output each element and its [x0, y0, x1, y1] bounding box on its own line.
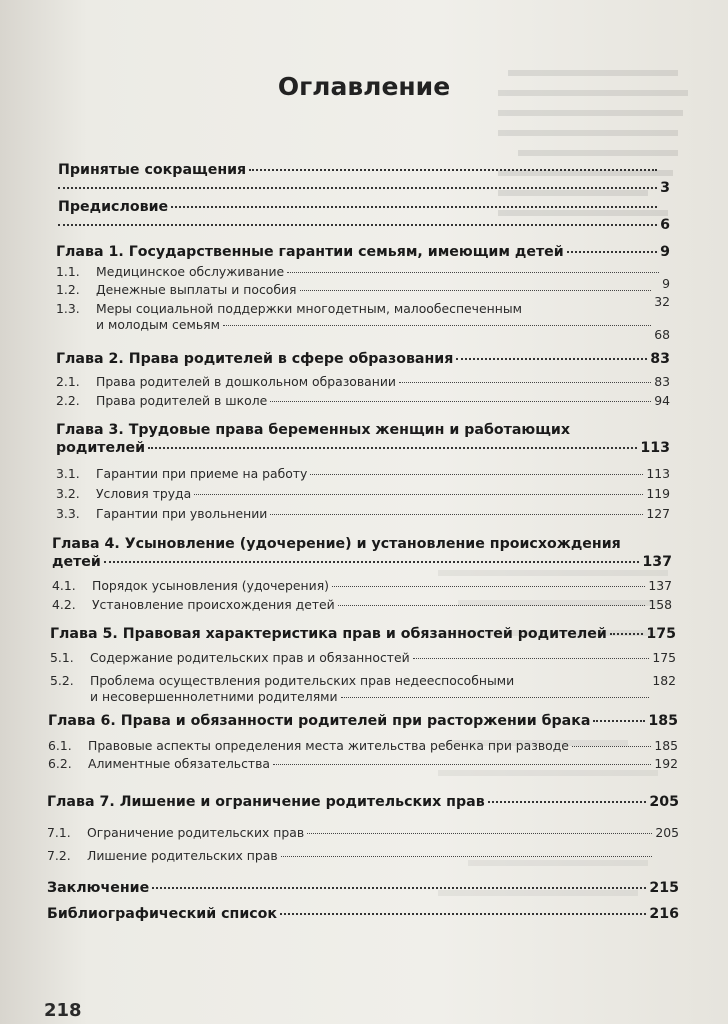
entry-number: 1.3. [56, 301, 80, 316]
entry-label: Ограничение родительских прав [87, 825, 305, 840]
entry-page: 9 [660, 244, 670, 260]
entry-label: Денежные выплаты и пособия [96, 282, 297, 297]
entry-page: 127 [646, 506, 670, 521]
entry-number: 1.2. [56, 282, 80, 297]
entry-label: Содержание родительских прав и обязанностей [90, 650, 410, 665]
toc-entry-chapter-2 [56, 351, 670, 367]
dot-leader [171, 206, 657, 208]
entry-page: 185 [648, 713, 678, 729]
dot-leader [152, 887, 646, 889]
dot-leader [270, 514, 643, 515]
entry-label: Порядок усыновления (удочерения) [92, 578, 329, 593]
toc-entry-chapter-7 [47, 794, 679, 810]
entry-label-cont: и несовершеннолетними родителями [90, 689, 338, 704]
entry-page: 83 [654, 374, 670, 389]
entry-page: 9 [662, 276, 670, 291]
toc-entry-preface [58, 199, 670, 233]
entry-page: 175 [652, 650, 676, 665]
entry-label: Условия труда [96, 486, 192, 501]
entry-label-cont: и молодым семьям [96, 317, 220, 332]
entry-label: Права родителей в школе [96, 393, 268, 408]
dot-leader [300, 290, 652, 291]
entry-number: 3.1. [56, 466, 80, 481]
entry-label: Библиографический список [47, 906, 278, 922]
entry-page: 137 [642, 554, 672, 570]
entry-page: 216 [649, 906, 679, 922]
entry-number: 5.1. [50, 650, 74, 665]
dot-leader [249, 169, 657, 171]
entry-number: 3.2. [56, 486, 80, 501]
entry-number: 2.2. [56, 393, 80, 408]
dot-leader [280, 913, 646, 915]
toc-entry-4-1 [52, 578, 672, 593]
dot-leader [413, 658, 650, 659]
entry-page: 83 [650, 351, 670, 367]
entry-label: Глава 4. Усыновление (удочерение) и установление происхождения [52, 536, 621, 552]
entry-number: 7.2. [47, 848, 71, 863]
entry-label: Глава 3. Трудовые права беременных женщин и работающих [56, 422, 570, 438]
entry-page: 113 [640, 440, 670, 456]
toc-entry-5-1 [50, 650, 676, 665]
toc-entry-chapter-5 [50, 626, 676, 642]
dot-leader [148, 447, 637, 449]
toc-entry-2-2 [56, 393, 670, 408]
toc-entry-7-2 [47, 848, 679, 863]
entry-number: 4.1. [52, 578, 76, 593]
entry-page: 175 [646, 626, 676, 642]
entry-label: Правовые аспекты определения места жительства ребенка при разводе [88, 738, 569, 753]
toc-entry-4-2 [52, 597, 672, 612]
dot-leader [310, 474, 643, 475]
toc-entry-abbreviations [58, 162, 670, 196]
toc-entry-6-1 [48, 738, 678, 753]
dot-leader [287, 272, 659, 273]
entry-number: 5.2. [50, 673, 74, 688]
entry-label: Глава 5. Правовая характеристика прав и обязанностей родителей [50, 626, 607, 642]
entry-label: Медицинское обслуживание [96, 264, 285, 279]
entry-label: Права родителей в дошкольном образовании [96, 374, 396, 389]
toc-entry-7-1 [47, 825, 679, 840]
entry-page: 215 [649, 880, 679, 896]
entry-page: 185 [654, 738, 678, 753]
dot-leader [488, 801, 647, 803]
entry-page: 137 [648, 578, 672, 593]
dot-leader [58, 224, 657, 226]
toc-entry-chapter-4 [52, 536, 672, 570]
entry-label: Глава 7. Лишение и ограничение родительских прав [47, 794, 485, 810]
entry-number: 4.2. [52, 597, 76, 612]
toc-entry-3-1 [56, 466, 670, 481]
dot-leader [332, 586, 645, 587]
entry-page: 68 [654, 327, 670, 342]
entry-label: Глава 1. Государственные гарантии семьям, имеющим детей [56, 244, 564, 260]
page-number: 218 [44, 1000, 82, 1021]
entry-number: 1.1. [56, 264, 80, 279]
entry-number: 3.3. [56, 506, 80, 521]
dot-leader [281, 856, 653, 857]
dot-leader [593, 720, 645, 722]
dot-leader [270, 401, 651, 402]
toc-entry-2-1 [56, 374, 670, 389]
dot-leader [456, 358, 647, 360]
entry-number: 2.1. [56, 374, 80, 389]
entry-label: Алиментные обязательства [88, 756, 271, 771]
dot-leader [567, 251, 657, 253]
toc-entry-chapter-1 [56, 244, 670, 260]
entry-label-cont: родителей [56, 440, 146, 456]
dot-leader [341, 697, 650, 698]
dot-leader [572, 746, 651, 747]
entry-page: 94 [654, 393, 670, 408]
entry-label: Принятые сокращения [58, 162, 247, 178]
toc-entry-6-2 [48, 756, 678, 771]
entry-page: 32 [654, 294, 670, 309]
entry-label: Заключение [47, 880, 150, 896]
entry-page: 158 [648, 597, 672, 612]
entry-label: Глава 2. Права родителей в сфере образования [56, 351, 454, 367]
dot-leader [104, 561, 640, 563]
entry-page: 182 [652, 673, 676, 688]
entry-label-cont: детей [52, 554, 101, 570]
entry-label: Глава 6. Права и обязанности родителей при расторжении брака [48, 713, 591, 729]
entry-label: Гарантии при увольнении [96, 506, 268, 521]
entry-label: Лишение родительских прав [87, 848, 278, 863]
entry-page: 205 [655, 825, 679, 840]
entry-number: 6.2. [48, 756, 72, 771]
dot-leader [610, 633, 644, 635]
entry-page: 113 [646, 466, 670, 481]
dot-leader [399, 382, 651, 383]
entry-page: 192 [654, 756, 678, 771]
toc-entry-chapter-6 [48, 713, 678, 729]
entry-label: Предисловие [58, 199, 169, 215]
entry-page: 119 [646, 486, 670, 501]
dot-leader [307, 833, 652, 834]
toc-entry-bibliography [47, 906, 679, 922]
entry-number: 6.1. [48, 738, 72, 753]
entry-page: 3 [660, 180, 670, 196]
toc-entry-3-3 [56, 506, 670, 521]
entry-page: 205 [649, 794, 679, 810]
toc-entry-1-3-page [300, 327, 670, 342]
entry-number: 7.1. [47, 825, 71, 840]
entry-label: Установление происхождения детей [92, 597, 335, 612]
entry-label: Проблема осуществления родительских прав недееспособными [90, 673, 515, 688]
entry-page: 6 [660, 217, 670, 233]
toc-entry-3-2 [56, 486, 670, 501]
toc-title: Оглавление [277, 72, 451, 101]
toc-entry-conclusion [47, 880, 679, 896]
dot-leader [58, 187, 657, 189]
dot-leader [194, 494, 643, 495]
dot-leader [223, 325, 651, 326]
toc-entry-5-2 [50, 673, 676, 704]
dot-leader [273, 764, 651, 765]
entry-label: Гарантии при приеме на работу [96, 466, 308, 481]
entry-label: Меры социальной поддержки многодетным, малообеспеченным [96, 301, 522, 316]
dot-leader [338, 605, 646, 606]
toc-entry-chapter-3 [56, 422, 670, 456]
